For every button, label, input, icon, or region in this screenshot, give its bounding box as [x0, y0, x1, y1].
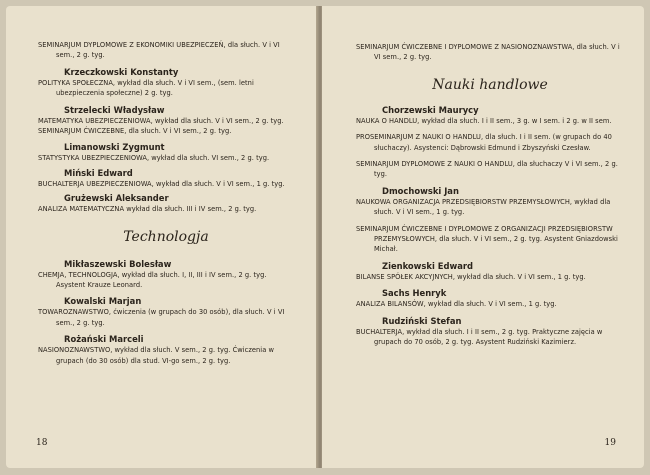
course-entry: SEMINARJUM ĆWICZEBNE I DYPLOMOWE Z NASIONOZNAWSTWA, dla słuch. V i VI sem., 2 g. tyg. [356, 42, 620, 62]
page-number: 18 [36, 438, 48, 448]
professor-name: Miński Edward [64, 167, 133, 178]
course-entry: ANALIZA BILANSÓW, wykład dla słuch. V i VI sem., 1 g. tyg. [356, 299, 557, 309]
professor-name: Chorzewski Maurycy [382, 104, 479, 115]
professor-name: Dmochowski Jan [382, 185, 459, 196]
course-entry: STATYSTYKA UBEZPIECZENIOWA, wykład dla słuch. VI sem., 2 g. tyg. [38, 153, 270, 163]
professor-name: Strzelecki Władysław [64, 104, 165, 115]
professor-name: Sachs Henryk [382, 288, 447, 299]
course-entry: SEMINARJUM ĆWICZEBNE I DYPLOMOWE Z ORGANIZACJI PRZEDSIĘBIORSTW PRZEMYSŁOWYCH, dla słuch. V i VI sem., 2 g. tyg. Asystent Gniazdowski Michał. [356, 223, 618, 254]
professor-name: Rożański Marceli [64, 334, 144, 345]
professor-name: Limanowski Zygmunt [64, 142, 165, 153]
right-page [322, 6, 644, 468]
professor-name: Rudziński Stefan [382, 315, 462, 326]
left-page [6, 6, 318, 468]
course-entry: SEMINARJUM DYPLOMOWE Z EKONOMIKI UBEZPIECZEŃ, dla słuch. V i VI sem., 2 g. tyg. [38, 40, 280, 60]
course-entry: CHEMJA, TECHNOLOGJA, wykład dla słuch. I, II, III i IV sem., 2 g. tyg. Asystent Krauze Leonard. [38, 269, 267, 290]
course-entry: NAUKOWA ORGANIZACJA PRZEDSIĘBIORSTW PRZEMYSŁOWYCH, wykład dla słuch. V i VI sem., 1 g. tyg. [356, 196, 611, 217]
left-page-content [38, 40, 294, 366]
course-entry: BUCHALTERJA, wykład dla słuch. I i II sem., 2 g. tyg. Praktyczne zajęcia w grupach do 70 osób, 2 g. tyg. Asystent Rudziński Kazimierz. [356, 326, 603, 347]
professor-name: Grużewski Aleksander [64, 193, 169, 204]
course-entry: SEMINARJUM ĆWICZEBNE, dla słuch. V i VI sem., 2 g. tyg. [38, 126, 232, 136]
course-entry: ANALIZA MATEMATYCZNA wykład dla słuch. III i IV sem., 2 g. tyg. [38, 204, 257, 214]
course-entry: TOWAROZNAWSTWO, ćwiczenia (w grupach do 30 osób), dla słuch. V i VI sem., 2 g. tyg. [38, 307, 285, 327]
right-page-content [356, 42, 624, 348]
section-heading: Nauki handlowe [432, 76, 548, 93]
professor-name: Zienkowski Edward [382, 260, 473, 271]
course-entry: MATEMATYKA UBEZPIECZENIOWA, wykład dla słuch. V i VI sem., 2 g. tyg. [38, 115, 284, 125]
course-entry: POLITYKA SPOŁECZNA, wykład dla słuch. V i VI sem., (sem. letni ubezpieczenia społeczne) 2 g. tyg. [38, 77, 254, 98]
course-entry: PROSEMINARJUM Z NAUKI O HANDLU, dla słuch. I i II sem. (w grupach do 40 słuchaczy). Asystenci: Dąbrowski Edmund i Zbyszyński Czesław. [356, 132, 612, 152]
page-number: 19 [604, 438, 616, 448]
course-entry: BUCHALTERJA UBEZPIECZENIOWA, wykład dla słuch. V i VI sem., 1 g. tyg. [38, 178, 285, 188]
course-entry: SEMINARJUM DYPLOMOWE Z NAUKI O HANDLU, dla słuchaczy V i VI sem., 2 g. tyg. [356, 159, 618, 179]
course-entry: NAUKA O HANDLU, wykład dla słuch. I i II sem., 3 g. w I sem. i 2 g. w II sem. [356, 115, 612, 125]
course-entry: NASIONOZNAWSTWO, wykład dla słuch. V sem., 2 g. tyg. Ćwiczenia w grupach (do 30 osób) dla stud. VI-go sem., 2 g. tyg. [38, 345, 274, 365]
professor-name: Krzeczkowski Konstanty [64, 66, 179, 77]
professor-name: Kowalski Marjan [64, 296, 142, 307]
course-entry: BILANSE SPÓŁEK AKCYJNYCH, wykład dla słuch. V i VI sem., 1 g. tyg. [356, 271, 586, 281]
professor-name: Mikłaszewski Bolesław [64, 258, 172, 269]
section-heading: Technologja [123, 228, 209, 245]
